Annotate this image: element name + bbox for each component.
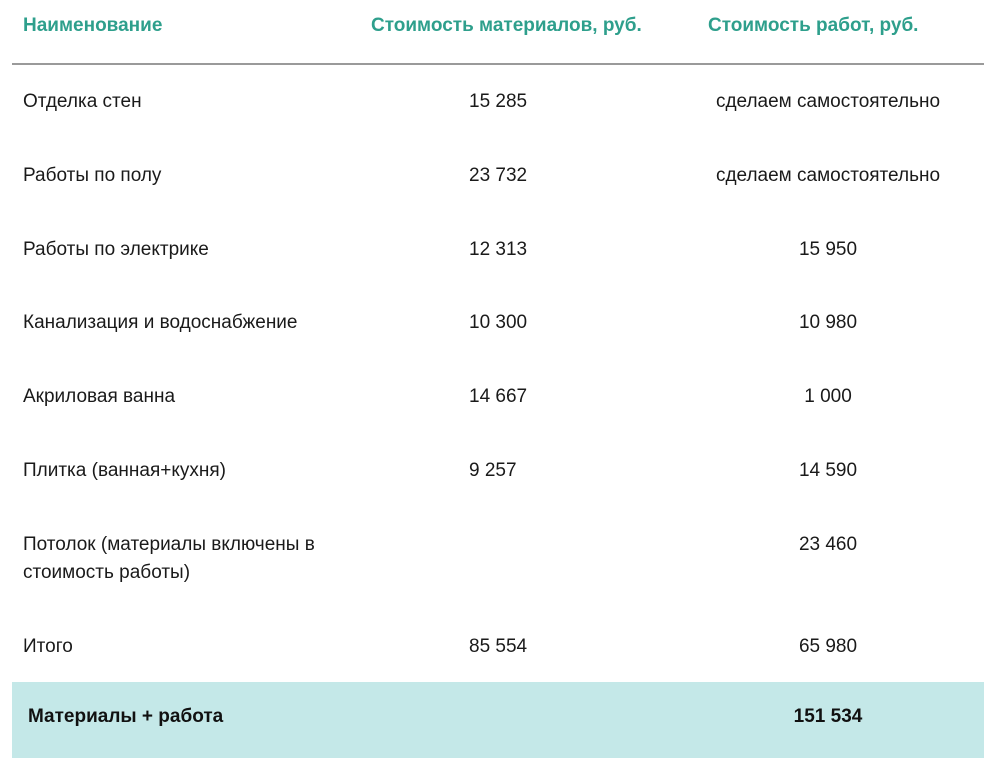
row-works-cost: 23 460 bbox=[798, 534, 858, 555]
row-works-cost: сделаем самостоятельно bbox=[715, 165, 941, 186]
row-works-cost: 14 590 bbox=[798, 460, 858, 481]
table-row bbox=[0, 309, 997, 349]
grand-total-label: Материалы + работа bbox=[28, 706, 224, 727]
table-row bbox=[0, 88, 997, 128]
row-name: Работы по электрике bbox=[23, 239, 209, 260]
table-row bbox=[0, 457, 997, 497]
column-header-name: Наименование bbox=[23, 15, 163, 36]
table-row bbox=[0, 383, 997, 423]
row-name: Акриловая ванна bbox=[23, 386, 176, 407]
row-materials-cost: 12 313 bbox=[469, 239, 528, 260]
row-materials-cost: 23 732 bbox=[469, 165, 528, 186]
row-name: Отделка стен bbox=[23, 91, 142, 112]
row-works-cost: 65 980 bbox=[798, 636, 858, 657]
header-divider bbox=[12, 63, 984, 65]
table-row bbox=[0, 236, 997, 276]
row-works-cost: 10 980 bbox=[798, 312, 858, 333]
grand-total-value: 151 534 bbox=[793, 706, 863, 727]
row-materials-cost: 15 285 bbox=[469, 91, 528, 112]
row-name: Итого bbox=[23, 636, 73, 657]
row-works-cost: 15 950 bbox=[798, 239, 858, 260]
row-materials-cost: 9 257 bbox=[469, 460, 517, 481]
row-works-cost: 1 000 bbox=[804, 386, 852, 407]
row-name: Плитка (ванная+кухня) bbox=[23, 460, 226, 481]
row-works-cost: сделаем самостоятельно bbox=[715, 91, 941, 112]
row-materials-cost: 85 554 bbox=[469, 636, 528, 657]
grand-total-row bbox=[12, 682, 984, 758]
column-header-works: Стоимость работ, руб. bbox=[708, 15, 919, 36]
row-name: Канализация и водоснабжение bbox=[23, 312, 298, 333]
row-name: Потолок (материалы включены в стоимость работы) bbox=[23, 534, 315, 583]
table-row bbox=[0, 531, 997, 591]
row-materials-cost: 14 667 bbox=[469, 386, 528, 407]
table-row-subtotal bbox=[0, 633, 997, 673]
row-materials-cost: 10 300 bbox=[469, 312, 528, 333]
table-row bbox=[0, 162, 997, 202]
column-header-materials: Стоимость материалов, руб. bbox=[371, 15, 642, 36]
row-name: Работы по полу bbox=[23, 165, 162, 186]
